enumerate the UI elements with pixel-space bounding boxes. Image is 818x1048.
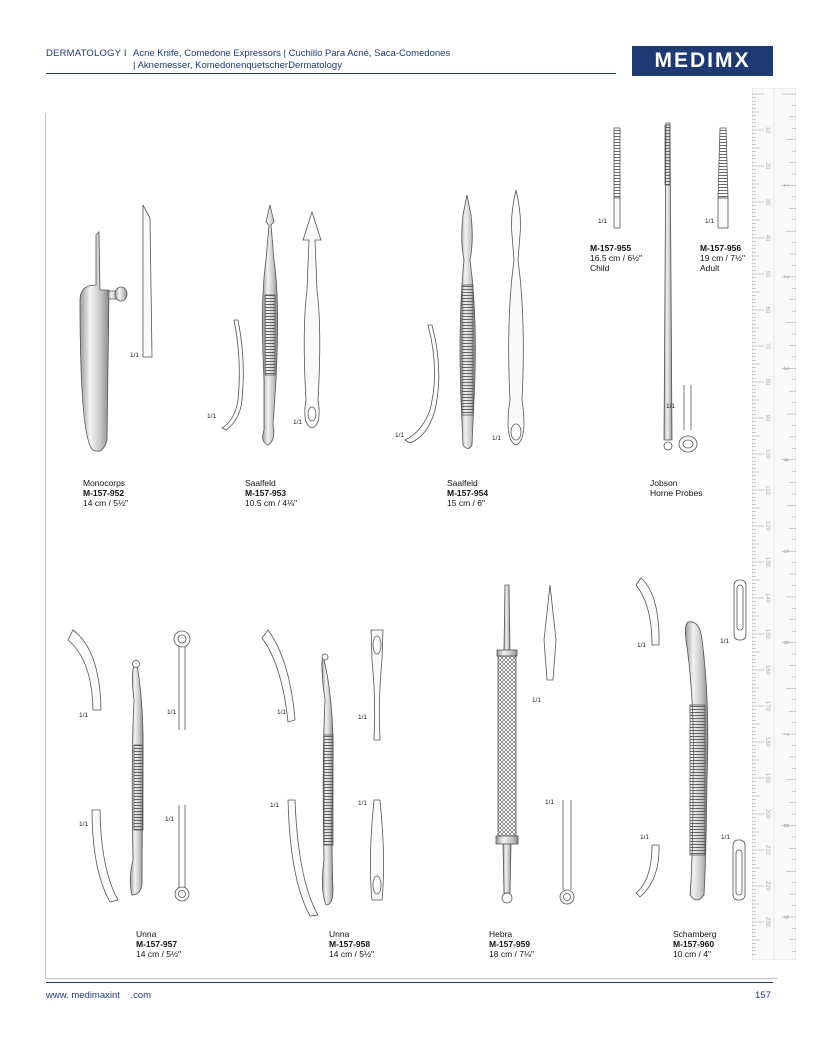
scale-label: 1/1 (277, 709, 287, 716)
ruler-cm-label: 160 (764, 664, 770, 676)
product-size: 14 cm / 5½" (329, 949, 375, 959)
ruler-cm-label: 170 (764, 700, 770, 712)
scale-label: 1/1 (705, 218, 715, 225)
product-caption-monocorps (83, 478, 128, 508)
product-name: Saalfeld (447, 478, 478, 488)
saalfeld-953-illustration (222, 205, 321, 445)
product-caption-hebra (489, 929, 534, 959)
ruler-cm-label: 100 (764, 448, 770, 460)
product-name: Monocorps (83, 478, 126, 488)
ruler-cm-label: 140 (764, 592, 770, 604)
scale-label: 1/1 (358, 800, 368, 807)
scale-label: 1/1 (532, 697, 542, 704)
scale-label: 1/1 (165, 816, 175, 823)
ruler-cm-label: 130 (764, 556, 770, 568)
product-code: M-157-953 (245, 488, 287, 498)
product-code: M-157-956 (700, 243, 742, 253)
ruler-cm-label: 200 (764, 808, 770, 820)
product-name: Jobson (650, 478, 678, 488)
schamberg-illustration (636, 578, 746, 900)
scale-label: 1/1 (358, 714, 368, 721)
header-category: DERMATOLOGY I (46, 48, 127, 59)
product-caption-saalfeld-954 (447, 478, 488, 508)
ruler-cm-label: 50 (764, 270, 770, 278)
product-code: M-157-960 (673, 939, 715, 949)
jobson-adult-caption (700, 243, 745, 273)
product-size: 16.5 cm / 6½" (590, 253, 643, 263)
ruler-inch-label: 5 (782, 549, 789, 554)
scale-label: 1/1 (492, 435, 502, 442)
scale-label: 1/1 (721, 834, 731, 841)
ruler-inch-label: 9 (782, 915, 789, 919)
unna-958-illustration (262, 630, 384, 916)
scale-label: 1/1 (720, 638, 730, 645)
variant-label: Adult (700, 263, 720, 273)
product-size: 14 cm / 5½" (83, 498, 129, 508)
scale-label: 1/1 (270, 802, 280, 809)
ruler-cm-label: 90 (764, 414, 770, 422)
unna-957-illustration (68, 630, 190, 902)
saalfeld-954-illustration (405, 190, 524, 449)
product-code: M-157-954 (447, 488, 489, 498)
product-name: Saalfeld (245, 478, 276, 488)
scale-label: 1/1 (207, 413, 217, 420)
scale-label: 1/1 (545, 799, 555, 806)
monocorps-illustration (80, 205, 152, 451)
ruler-cm-label: 230 (764, 916, 770, 928)
product-size: 10 cm / 4" (673, 949, 711, 959)
scale-label: 1/1 (130, 352, 140, 359)
ruler-inch-label: 3 (782, 366, 789, 371)
ruler-inch-label: 4 (782, 457, 789, 462)
header-title-line1: Acne Knife, Comedone Expressors | Cuchillo Para Acné, Saca-Comedones (133, 48, 451, 59)
footer-rule (46, 982, 773, 983)
scale-label: 1/1 (637, 642, 647, 649)
ruler-cm-label: 180 (764, 736, 770, 748)
page-number: 157 (755, 990, 771, 1001)
scale-label: 1/1 (79, 712, 89, 719)
product-code: M-157-955 (590, 243, 632, 253)
product-name: Unna (329, 929, 350, 939)
ruler-cm-label: 80 (764, 378, 770, 386)
product-caption-jobson (650, 478, 702, 498)
ruler-inch-label: 2 (782, 274, 789, 279)
ruler-inch-label: 6 (782, 640, 789, 645)
product-code: M-157-958 (329, 939, 371, 949)
ruler-cm-label: 30 (764, 198, 770, 206)
scale-label: 1/1 (395, 432, 405, 439)
brand-logo: MEDIMX (632, 46, 773, 76)
ruler-inch-label: 8 (782, 823, 789, 828)
hebra-illustration (496, 585, 574, 904)
scale-label: 1/1 (666, 403, 676, 410)
product-size: 18 cm / 7⅛" (489, 949, 535, 959)
scale-label: 1/1 (79, 821, 89, 828)
product-code: M-157-957 (136, 939, 178, 949)
scale-label: 1/1 (293, 419, 303, 426)
product-caption-saalfeld-953 (245, 478, 297, 508)
product-subtitle: Horne Probes (650, 488, 703, 498)
ruler-cm-label: 110 (764, 485, 770, 495)
ruler-inch-label: 1 (782, 183, 789, 188)
product-caption-unna-957 (136, 929, 181, 959)
product-name: Schamberg (673, 929, 717, 939)
ruler-cm-label: 70 (764, 342, 770, 350)
product-name: Unna (136, 929, 157, 939)
product-code: M-157-952 (83, 488, 125, 498)
product-caption-schamberg (673, 929, 716, 959)
product-name: Hebra (489, 929, 513, 939)
header-title-line2: | Aknemesser, KomedonenquetscherDermatology (133, 60, 342, 71)
product-size: 10.5 cm / 4⅛" (245, 498, 298, 508)
ruler-cm-label: 120 (764, 520, 770, 532)
product-caption-unna-958 (329, 929, 374, 959)
product-size: 14 cm / 5½" (136, 949, 182, 959)
product-size: 15 cm / 6" (447, 498, 485, 508)
ruler-cm-label: 40 (764, 234, 770, 242)
scale-label: 1/1 (598, 218, 608, 225)
product-code: M-157-959 (489, 939, 531, 949)
ruler-cm-label: 10 (764, 126, 770, 134)
ruler-inch-label: 7 (782, 732, 789, 737)
ruler-cm-label: 60 (764, 306, 770, 314)
ruler-cm-label: 150 (764, 628, 770, 640)
ruler-cm-label: 20 (764, 162, 770, 170)
footer-website-link[interactable]: www. medimaxint .com (46, 990, 152, 1001)
scale-label: 1/1 (167, 709, 177, 716)
ruler-cm-label: 220 (764, 880, 770, 892)
product-size: 19 cm / 7½" (700, 253, 746, 263)
ruler-cm-label: 190 (764, 772, 770, 784)
jobson-child-caption (590, 243, 642, 273)
variant-label: Child (590, 263, 610, 273)
ruler-cm-label: 210 (764, 844, 770, 856)
scale-label: 1/1 (640, 834, 650, 841)
